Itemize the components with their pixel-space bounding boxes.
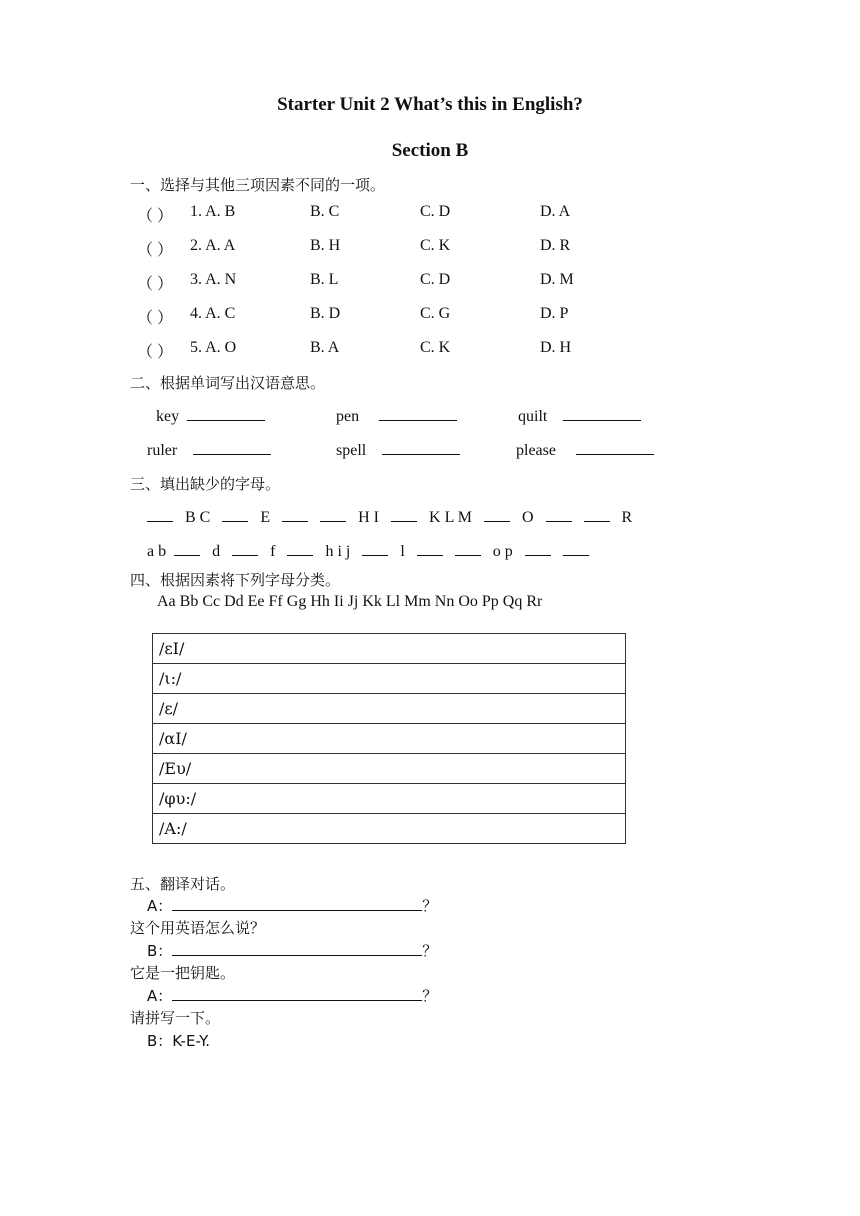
letters: R [621, 509, 633, 526]
letters: B C [185, 509, 211, 526]
question-option-c: C. G [420, 305, 451, 322]
letter-blank[interactable] [546, 507, 572, 522]
word-item [518, 406, 641, 426]
word-item [156, 406, 265, 426]
letter-blank[interactable] [287, 541, 313, 556]
phoneme-cell[interactable]: /ι:/ [153, 664, 626, 694]
question-option-b: B. L [310, 271, 339, 288]
phoneme-row [153, 784, 626, 814]
answer-paren[interactable]: （ ） [137, 208, 174, 225]
speaker-label: A： [147, 987, 173, 1005]
question-option-b: B. D [310, 305, 341, 322]
phoneme-cell[interactable]: /ε/ [153, 694, 626, 724]
dialogue-line-b1 [147, 940, 437, 961]
letters: d [212, 543, 221, 560]
punctuation: ？ [422, 942, 438, 960]
answer-blank[interactable] [382, 440, 460, 455]
phoneme-row [153, 724, 626, 754]
punctuation: ？ [422, 897, 438, 915]
chinese-prompt-1: 这个用英语怎么说？ [130, 919, 266, 937]
letter-blank[interactable] [362, 541, 388, 556]
dialogue-line-a2 [147, 985, 437, 1006]
letter-blank[interactable] [455, 541, 481, 556]
letter-blank[interactable] [222, 507, 248, 522]
phoneme-cell[interactable]: /φυ:/ [153, 784, 626, 814]
phoneme-row [153, 814, 626, 844]
question-option-c: C. K [420, 339, 451, 356]
phoneme-cell[interactable]: /Eυ/ [153, 754, 626, 784]
question-option-c: C. D [420, 203, 451, 220]
alphabet-line: Aa Bb Cc Dd Ee Ff Gg Hh Ii Jj Kk Ll Mm Nn Oo Pp Qq Rr [157, 593, 543, 610]
letters: E [260, 509, 271, 526]
section-title: Section B [391, 140, 469, 161]
phoneme-cell[interactable]: /A:/ [153, 814, 626, 844]
question-option-a: 1. A. B [190, 203, 236, 220]
part5-heading: 五、翻译对话。 [130, 875, 236, 893]
letter-blank[interactable] [174, 541, 200, 556]
answer-blank[interactable] [563, 406, 641, 421]
uppercase-sequence [147, 507, 632, 527]
letter-blank[interactable] [563, 541, 589, 556]
speaker-label: B： [147, 942, 173, 960]
phoneme-cell[interactable]: /εI/ [153, 634, 626, 664]
letters: O [521, 509, 534, 526]
question-option-a: 2. A. A [190, 237, 236, 254]
letter-blank[interactable] [232, 541, 258, 556]
page-title: Starter Unit 2 What’s this in English? [277, 94, 583, 115]
word-key: key [156, 408, 180, 425]
answer-paren[interactable]: （ ） [137, 276, 174, 293]
letter-blank[interactable] [391, 507, 417, 522]
letters: l [400, 543, 405, 560]
answer-paren[interactable]: （ ） [137, 242, 174, 259]
answer-blank[interactable] [576, 440, 654, 455]
lowercase-sequence [147, 541, 589, 561]
letters: o p [492, 543, 513, 560]
dialogue-line-b2: B：K-E-Y. [147, 1032, 210, 1050]
answer-paren[interactable]: （ ） [137, 310, 174, 327]
question-option-b: B. H [310, 237, 341, 254]
phoneme-row [153, 754, 626, 784]
part4-heading: 四、根据因素将下列字母分类。 [130, 571, 341, 589]
word-ruler: ruler [147, 442, 178, 459]
answer-blank[interactable] [379, 406, 457, 421]
translation-blank[interactable] [172, 986, 422, 1001]
speaker-label: A： [147, 897, 173, 915]
punctuation: ？ [422, 987, 438, 1005]
letter-blank[interactable] [147, 507, 173, 522]
question-option-d: D. M [540, 271, 574, 288]
phoneme-row [153, 634, 626, 664]
question-option-c: C. K [420, 237, 451, 254]
answer-blank[interactable] [193, 440, 271, 455]
word-pen: pen [336, 408, 360, 425]
answer-blank[interactable] [187, 406, 265, 421]
question-option-a: 3. A. N [190, 271, 237, 288]
letter-blank[interactable] [282, 507, 308, 522]
part1-heading: 一、选择与其他三项因素不同的一项。 [130, 176, 386, 194]
chinese-prompt-3: 请拼写一下。 [130, 1009, 221, 1027]
question-option-d: D. A [540, 203, 571, 220]
letters: K L M [429, 509, 472, 526]
letters: H I [358, 509, 380, 526]
letters: f [270, 543, 276, 560]
translation-blank[interactable] [172, 941, 422, 956]
letters: a b [147, 543, 167, 560]
letter-blank[interactable] [417, 541, 443, 556]
phoneme-row [153, 694, 626, 724]
phoneme-row [153, 664, 626, 694]
question-option-a: 4. A. C [190, 305, 236, 322]
question-option-b: B. A [310, 339, 340, 356]
word-spell: spell [336, 442, 367, 459]
question-option-c: C. D [420, 271, 451, 288]
letter-blank[interactable] [525, 541, 551, 556]
word-item [336, 440, 460, 460]
dialogue-line-a1 [147, 895, 437, 916]
part2-heading: 二、根据单词写出汉语意思。 [130, 374, 326, 392]
question-option-a: 5. A. O [190, 339, 237, 356]
phoneme-table [152, 633, 626, 844]
phoneme-cell[interactable]: /αI/ [153, 724, 626, 754]
answer-paren[interactable]: （ ） [137, 344, 174, 361]
question-option-d: D. H [540, 339, 572, 356]
question-option-d: D. P [540, 305, 569, 322]
word-item [336, 406, 457, 426]
letter-blank[interactable] [484, 507, 510, 522]
question-option-b: B. C [310, 203, 340, 220]
part3-heading: 三、填出缺少的字母。 [130, 475, 281, 493]
word-please: please [516, 442, 556, 459]
word-item [147, 440, 271, 460]
word-item [516, 440, 654, 460]
translation-blank[interactable] [172, 896, 422, 911]
chinese-prompt-2: 它是一把钥匙。 [130, 964, 236, 982]
word-quilt: quilt [518, 408, 548, 425]
letters: h i j [325, 543, 351, 560]
letter-blank[interactable] [320, 507, 346, 522]
letter-blank[interactable] [584, 507, 610, 522]
question-option-d: D. R [540, 237, 571, 254]
